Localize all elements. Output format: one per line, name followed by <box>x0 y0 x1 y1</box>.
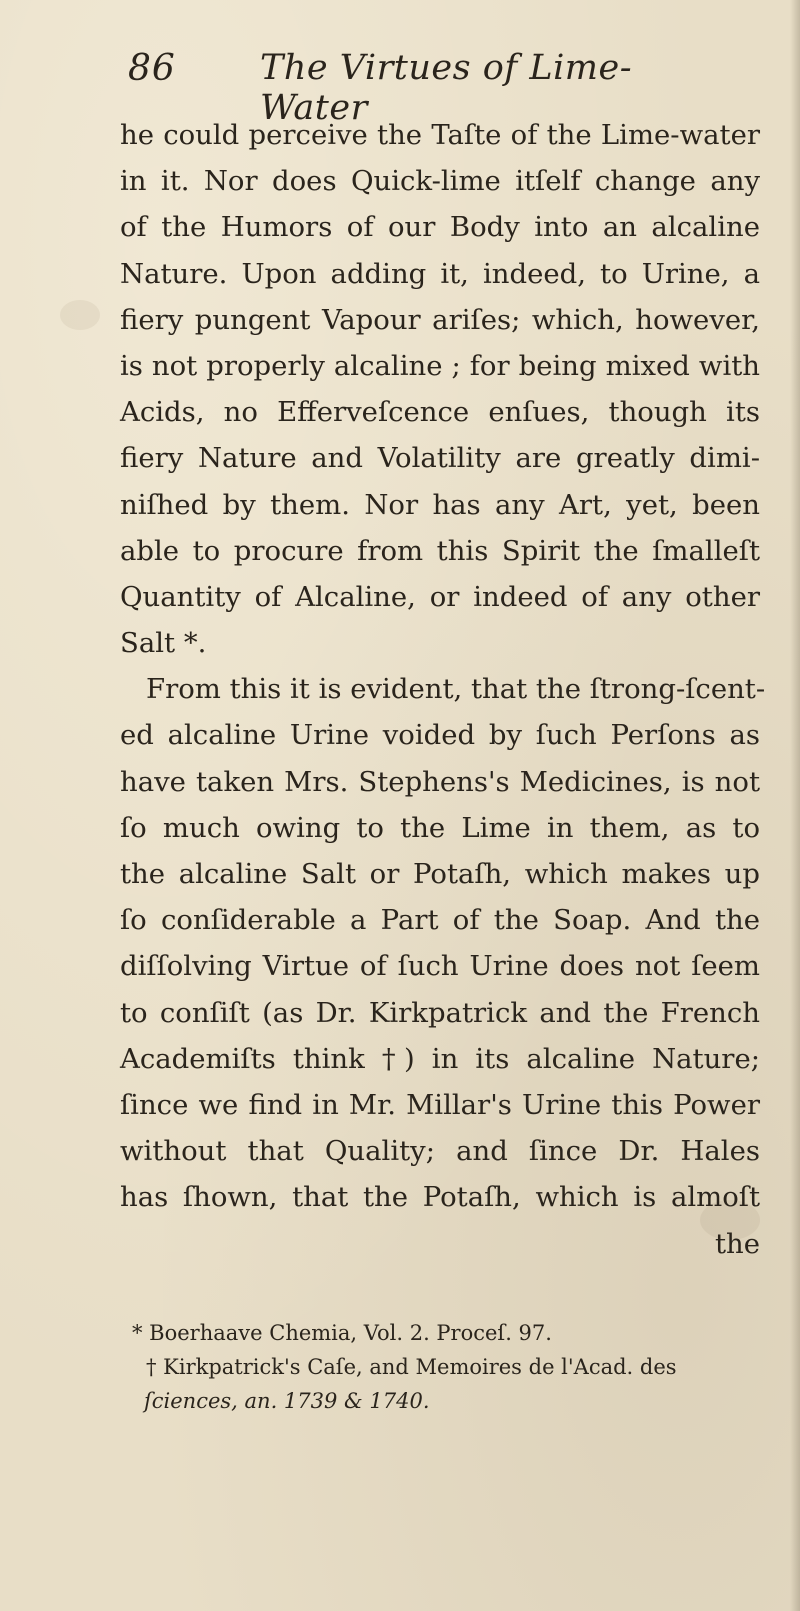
body-text <box>120 112 766 1267</box>
text-line: the alcaline Salt or Potaſh, which makes up <box>120 858 760 890</box>
text-line: ed alcaline Urine voided by ſuch Perſons as <box>120 719 760 752</box>
text-line: niſhed by them. Nor has any Art, yet, been <box>120 488 760 521</box>
text-line: is not properly alcaline ; for being mixed with <box>120 349 760 382</box>
text-line: without that Quality; and ſince Dr. Hales <box>120 1135 760 1168</box>
catchword: the <box>714 1227 760 1260</box>
text-line: ſo much owing to the Lime in them, as to <box>120 811 760 844</box>
page-edge-shadow <box>790 0 800 1611</box>
text-line: in it. Nor does Quick-lime itſelf change any <box>120 165 760 198</box>
footnote-continuation: ſciences, an. 1739 & 1740. <box>144 1389 430 1413</box>
text-line: Nature. Upon adding it, indeed, to Urine, a <box>120 257 760 290</box>
text-line: ſo conſiderable a Part of the Soap. And the <box>120 904 760 937</box>
text-line: he could perceive the Taſte of the Lime-water <box>120 119 760 151</box>
text-line: to conſiſt (as Dr. Kirkpatrick and the French <box>120 996 760 1029</box>
footnote: * Boerhaave Chemia, Vol. 2. Proceſ. 97. <box>132 1321 552 1345</box>
page-number: 86 <box>128 48 176 89</box>
page-header <box>128 40 728 128</box>
text-line: ſince we find in Mr. Millar's Urine this Power <box>120 1088 760 1121</box>
running-title: The Virtues of Lime-Water <box>260 48 633 128</box>
footnotes <box>132 1316 752 1418</box>
text-line: of the Humors of our Body into an alcaline <box>120 211 760 244</box>
text-line: has ſhown, that the Potaſh, which is almoſt <box>120 1181 760 1214</box>
text-line: Academiſts think †) in its alcaline Nature; <box>120 1042 760 1075</box>
paragraph-first-line: From this it is evident, that the ſtrong-ſcent- <box>146 673 766 706</box>
text-line: have taken Mrs. Stephens's Medicines, is not <box>120 765 760 798</box>
text-line: Quantity of Alcaline, or indeed of any other <box>120 580 760 613</box>
text-line: fiery pungent Vapour ariſes; which, however, <box>120 303 760 336</box>
text-line: Acids, no Effervеſcence enſues, though its <box>120 396 760 429</box>
text-line: able to procure from this Spirit the ſmalleſt <box>120 534 760 567</box>
text-line: Salt *. <box>120 627 207 660</box>
text-line: fiery Nature and Volatility are greatly dimi- <box>120 442 760 475</box>
footnote: † Kirkpatrick's Caſe, and Memoires de l'Acad. des <box>146 1355 677 1379</box>
text-line: diſſolving Virtue of ſuch Urine does not ſeem <box>120 950 760 983</box>
paper-smudge <box>60 300 100 330</box>
